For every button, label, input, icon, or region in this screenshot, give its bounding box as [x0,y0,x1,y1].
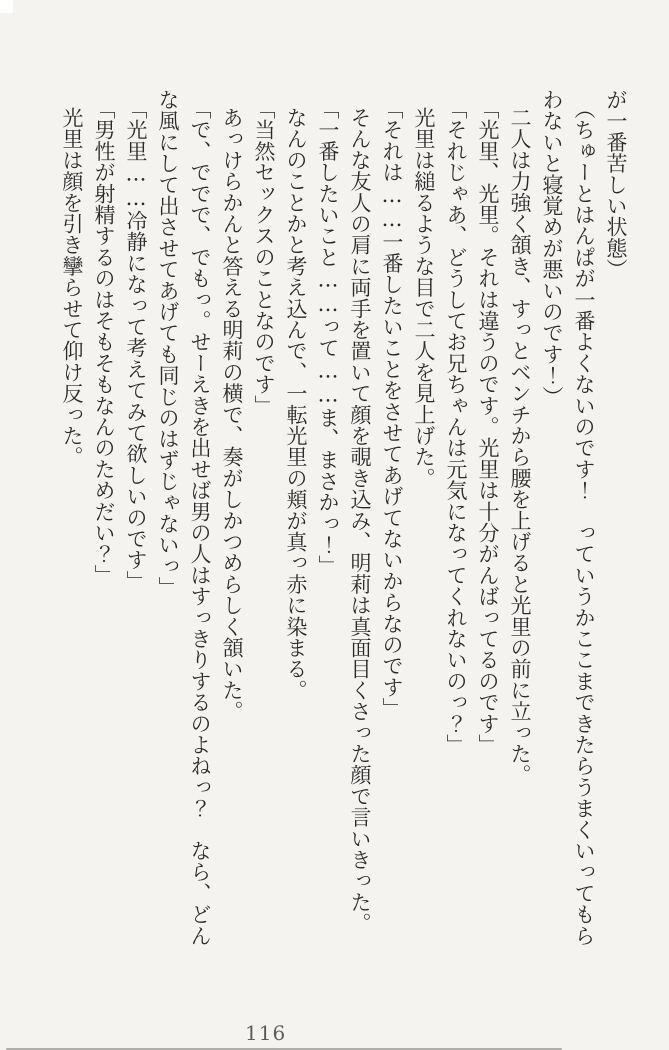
text-line: わないと寝覚めが悪いのです！） [540,89,564,407]
text-line: な風にして出させてあげても同じのはずじゃないっ」 [156,89,180,598]
text-line: 二人は力強く頷き、すっとベンチから腰を上げると光里の前に立った。 [508,106,532,786]
text-line: なんのことかと考え込んで、一転光里の頬が真っ赤に染まる。 [284,106,308,701]
page-number: 116 [245,1021,287,1045]
text-line: が一番苦しい状態） [604,89,628,280]
text-line: あっけらかんと答える明莉の横で、奏がしかつめらしく頷いた。 [220,106,244,722]
text-line: 「それは……一番したいことをさせてあげてないからなのです」 [380,98,404,720]
vertical-text-block [56,89,632,951]
text-line: 「で、ででで、でもっ。せーえきを出せば男の人はすっきりするのよねっ？ なら、どん [188,98,212,947]
text-line: 光里は縋るような目で二人を見上げた。 [412,106,436,489]
text-line: 「当然セックスのことなのです」 [252,98,276,417]
text-line: 「光里、光里。それは違うのです。光里は十分がんばってるのです」 [476,98,500,756]
text-line: 光里は顔を引き攣らせて仰け反った。 [60,106,84,468]
text-line: （ちゅーとはんぱが一番よくないのです！ っていうかここまできたらうまくいってもら [572,98,596,947]
text-line: 「光里……冷静になって考えてみて欲しいのです」 [124,98,148,593]
text-line: 「それじゃあ、どうしてお兄ちゃんは元気になってくれないのっ？」 [444,98,468,756]
text-line: そんな友人の肩に両手を置いて顔を覗き込み、明莉は真面目くさった顔で言いきった。 [348,106,372,934]
text-line: 「一番したいこと……って……ま、まさかっ！」 [316,98,340,577]
scan-corner-artifact [0,0,13,13]
text-line: 「男性が射精するのはそもそもなんのためだい？」 [92,98,116,587]
